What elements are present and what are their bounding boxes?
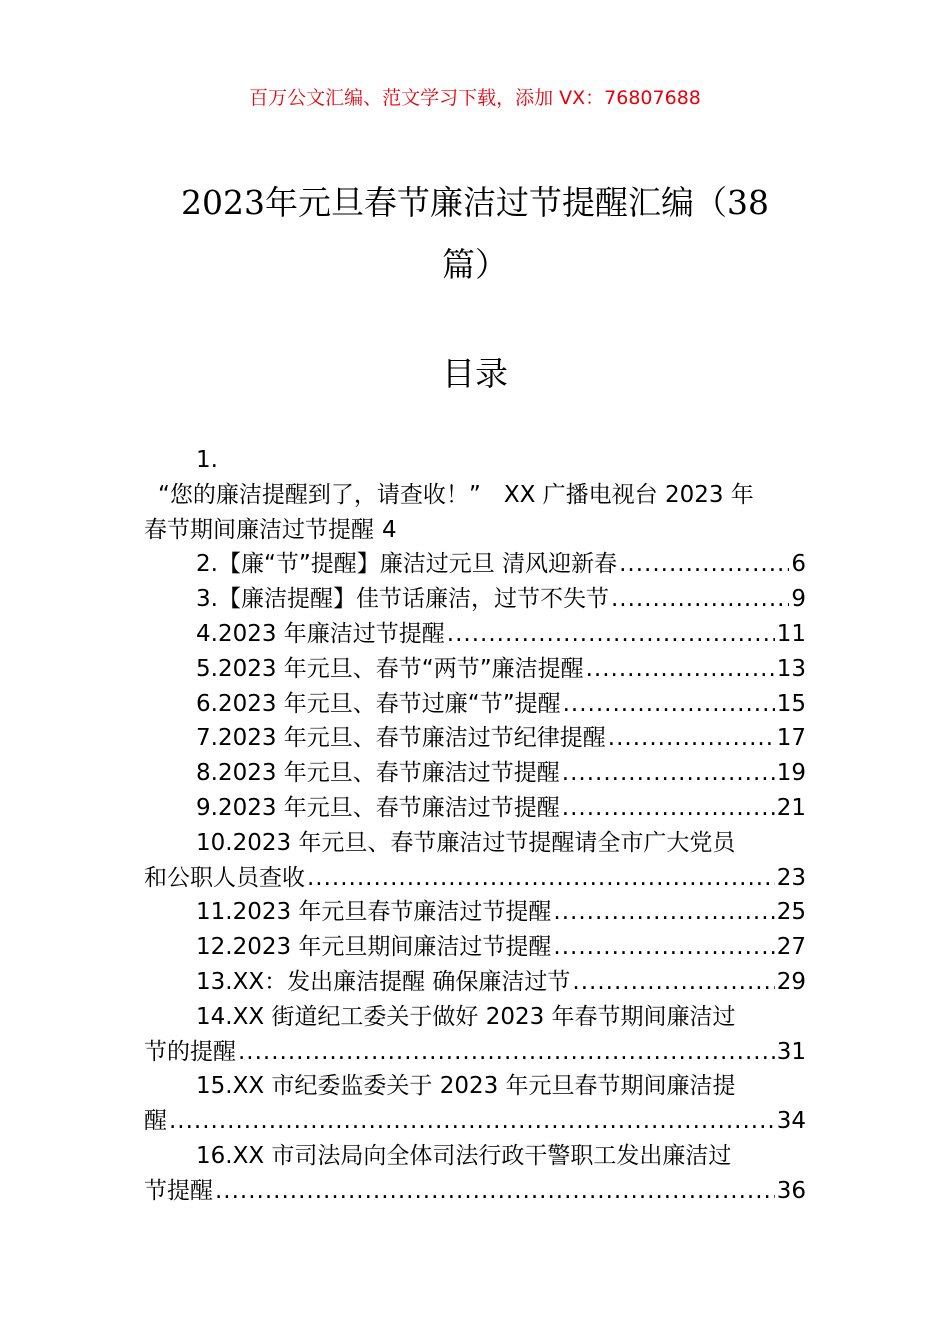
toc-entry-label: 9.2023 年元旦、春节廉洁过节提醒 <box>196 794 560 821</box>
toc-entry-label: 10.2023 年元旦、春节廉洁过节提醒请全市广大党员 <box>196 829 736 856</box>
dot-leader <box>169 1104 775 1139</box>
dot-leader <box>563 687 775 722</box>
toc-entry-label: 6.2023 年元旦、春节过廉“节”提醒 <box>196 690 561 717</box>
toc-entry-page: 36 <box>776 1177 806 1204</box>
dot-leader <box>562 756 775 791</box>
toc-entry-page: 13 <box>776 655 806 682</box>
toc-entry[interactable] <box>144 582 806 617</box>
toc-entry-label: 3.【廉洁提醒】佳节话廉洁，过节不失节 <box>196 586 609 613</box>
toc-entry[interactable] <box>144 617 806 652</box>
toc-entry[interactable] <box>144 687 806 722</box>
toc-entry-page: 19 <box>776 760 806 787</box>
toc-entry[interactable] <box>144 895 806 930</box>
toc-entry-page: 31 <box>776 1038 806 1065</box>
toc-entry-text-cont: 春节期间廉洁过节提醒 4 <box>144 516 397 543</box>
toc-entry-label: 11.2023 年元旦春节廉洁过节提醒 <box>196 899 552 926</box>
toc-entry-label: 16.XX 市司法局向全体司法行政干警职工发出廉洁过 <box>196 1142 732 1169</box>
dot-leader <box>553 930 774 965</box>
toc-entry-page: 4 <box>382 516 397 543</box>
dot-leader <box>215 1174 775 1209</box>
toc-entry-label-cont: 节的提醒 <box>144 1038 236 1065</box>
toc-entry-label: 12.2023 年元旦期间廉洁过节提醒 <box>196 934 552 961</box>
title-line-1: 2023年元旦春节廉洁过节提醒汇编（38 <box>181 183 769 222</box>
toc-entry[interactable] <box>144 930 806 965</box>
title-line-2: 篇） <box>442 245 508 284</box>
toc-entry-16[interactable] <box>144 1139 806 1209</box>
toc-entry-page: 9 <box>791 586 806 613</box>
dot-leader <box>572 965 774 1000</box>
toc-entry-page: 27 <box>776 934 806 961</box>
dot-leader <box>238 1035 775 1070</box>
toc-entry-cont <box>144 1035 806 1070</box>
toc-entry-cont <box>144 1104 806 1139</box>
dot-leader <box>611 582 789 617</box>
toc-entry-page: 21 <box>776 794 806 821</box>
toc-entry-14[interactable] <box>144 1000 806 1070</box>
toc-entry-page: 29 <box>776 968 806 995</box>
toc-entry-label-cont: 节提醒 <box>144 1177 213 1204</box>
dot-leader <box>562 791 775 826</box>
dot-leader <box>619 547 789 582</box>
toc-entry[interactable] <box>144 791 806 826</box>
dot-leader <box>586 652 775 687</box>
toc-entry[interactable] <box>144 652 806 687</box>
toc-entry-page: 6 <box>791 551 806 578</box>
dot-leader <box>447 617 775 652</box>
toc-entry-label-cont: 和公职人员查收 <box>144 864 305 891</box>
toc-entry-page: 17 <box>776 725 806 752</box>
toc-entry-label: 14.XX 街道纪工委关于做好 2023 年春节期间廉洁过 <box>196 1003 736 1030</box>
toc-entry-label: 15.XX 市纪委监委关于 2023 年元旦春节期间廉洁提 <box>196 1073 736 1100</box>
toc-entry-page: 23 <box>776 864 806 891</box>
toc-entry-number: 1. <box>196 447 218 473</box>
toc-entry[interactable] <box>144 721 806 756</box>
document-title <box>140 172 810 296</box>
toc-entry-cont <box>144 1174 806 1209</box>
toc-entry-10[interactable] <box>144 826 806 896</box>
promo-header: 百万公文汇编、范文学习下载，添加 VX：76807688 <box>249 87 701 109</box>
toc-entry[interactable] <box>144 965 806 1000</box>
toc-entry-page: 34 <box>776 1108 806 1135</box>
toc-entry-page: 25 <box>776 899 806 926</box>
dot-leader <box>307 861 775 896</box>
toc-entry-page: 15 <box>776 690 806 717</box>
toc-entry-label: 8.2023 年元旦、春节廉洁过节提醒 <box>196 760 560 787</box>
toc-entry[interactable] <box>144 547 806 582</box>
toc-entry-page: 11 <box>776 620 806 647</box>
toc-entry-label: 4.2023 年廉洁过节提醒 <box>196 620 445 647</box>
toc-entry-15[interactable] <box>144 1069 806 1139</box>
toc-entry-label: 5.2023 年元旦、春节“两节”廉洁提醒 <box>196 655 584 682</box>
toc-entry-label-cont: 醒 <box>144 1108 167 1135</box>
toc-entry-label: 2.【廉“节”提醒】廉洁过元旦 清风迎新春 <box>196 551 618 578</box>
toc-entry-label: 13.XX：发出廉洁提醒 确保廉洁过节 <box>196 968 571 995</box>
dot-leader <box>608 721 775 756</box>
toc-entry-cont <box>144 861 806 896</box>
toc-entry-text: “您的廉洁提醒到了，请查收！” XX 广播电视台 2023 年 <box>158 481 754 508</box>
dot-leader <box>553 895 774 930</box>
toc-entry-1[interactable] <box>144 443 806 547</box>
toc-entry-label: 7.2023 年元旦、春节廉洁过节纪律提醒 <box>196 725 606 752</box>
table-of-contents <box>144 443 806 1209</box>
toc-heading: 目录 <box>442 354 508 393</box>
toc-entry[interactable] <box>144 756 806 791</box>
